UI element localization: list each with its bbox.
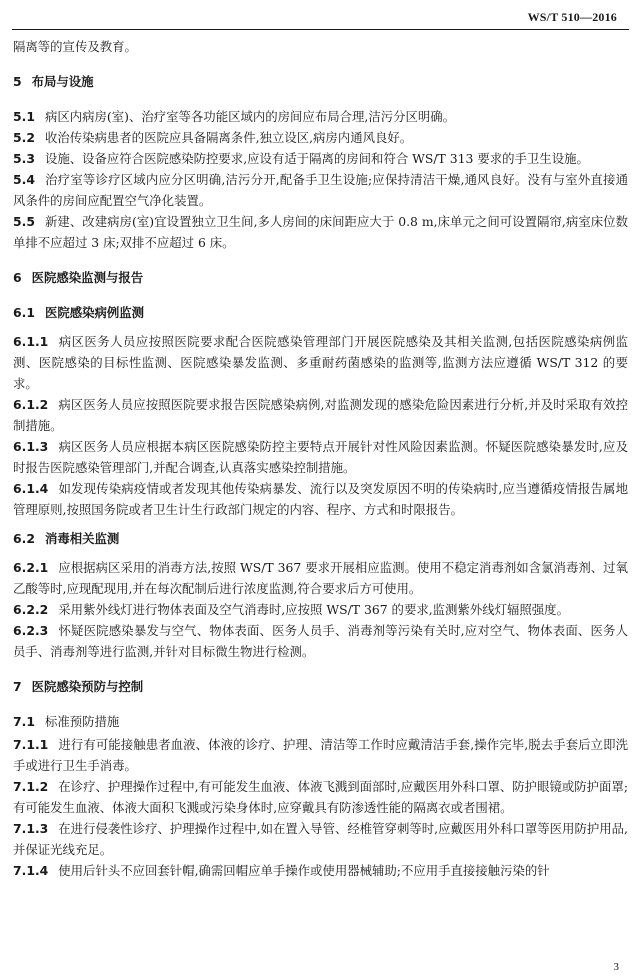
clause-6-2-3: 6.2.3 怀疑医院感染暴发与空气、物体表面、医务人员手、消毒剂等污染有关时,应对空气、物体表面、医务人员手、消毒剂等进行监测,并针对目标微生物进行检测。 bbox=[13, 623, 628, 659]
standard-code: WS/T 510—2016 bbox=[527, 10, 617, 24]
section-6-1-heading: 6.1 医院感染病例监测 bbox=[13, 305, 145, 320]
section-5-heading: 5 布局与设施 bbox=[13, 74, 94, 89]
header-rule bbox=[12, 29, 629, 30]
section-6-2-heading: 6.2 消毒相关监测 bbox=[13, 531, 120, 546]
page-number: 3 bbox=[613, 961, 619, 973]
continued-paragraph: 隔离等的宣传及教育。 bbox=[13, 39, 137, 54]
document-body bbox=[13, 36, 628, 881]
section-7-heading: 7 医院感染预防与控制 bbox=[13, 679, 144, 694]
clause-5-3: 5.3 设施、设备应符合医院感染防控要求,应设有适于隔离的房间和符合 WS/T 313 要求的手卫生设施。 bbox=[13, 151, 589, 166]
clause-6-1-2: 6.1.2 病区医务人员应按照医院要求报告医院感染病例,对监测发现的感染危险因素进行分析,并及时采取有效控制措施。 bbox=[13, 397, 628, 433]
clause-6-2-2: 6.2.2 采用紫外线灯进行物体表面及空气消毒时,应按照 WS/T 367 的要求,监测紫外线灯辐照强度。 bbox=[13, 602, 569, 617]
clause-6-1-4: 6.1.4 如发现传染病疫情或者发现其他传染病暴发、流行以及突发原因不明的传染病时,应当遵循疫情报告属地管理原则,按照国务院或者卫生计生行政部门规定的内容、程序、方式和时限报告。 bbox=[13, 481, 628, 517]
clause-6-2-1: 6.2.1 应根据病区采用的消毒方法,按照 WS/T 367 要求开展相应监测。使用不稳定消毒剂如含氯消毒剂、过氧乙酸等时,应现配现用,并在每次配制后进行浓度监测,符合要求后方可使用。 bbox=[13, 560, 628, 596]
clause-7-1-4: 7.1.4 使用后针头不应回套针帽,确需回帽应单手操作或使用器械辅助;不应用手直接接触污染的针 bbox=[13, 863, 550, 878]
section-6-heading: 6 医院感染监测与报告 bbox=[13, 270, 144, 285]
clause-6-1-3: 6.1.3 病区医务人员应根据本病区医院感染防控主要特点开展针对性风险因素监测。怀疑医院感染暴发时,应及时报告医院感染管理部门,并配合调查,认真落实感染控制措施。 bbox=[13, 439, 628, 475]
clause-7-1-3: 7.1.3 在进行侵袭性诊疗、护理操作过程中,如在置入导管、经椎管穿刺等时,应戴医用外科口罩等医用防护用品,并保证光线充足。 bbox=[13, 821, 628, 857]
clause-5-5: 5.5 新建、改建病房(室)宜设置独立卫生间,多人房间的床间距应大于 0.8 m,床单元之间可设置隔帘,病室床位数单排不应超过 3 床;双排不应超过 6 床。 bbox=[13, 214, 628, 250]
clause-6-1-1: 6.1.1 病区医务人员应按照医院要求配合医院感染管理部门开展医院感染及其相关监测,包括医院感染病例监测、医院感染的目标性监测、医院感染暴发监测、多重耐药菌感染的监测等,监测方法应遵循 WS/T 312 的要求。 bbox=[13, 334, 628, 391]
clause-5-2: 5.2 收治传染病患者的医院应具备隔离条件,独立设区,病房内通风良好。 bbox=[13, 130, 413, 145]
clause-7-1-1: 7.1.1 进行有可能接触患者血液、体液的诊疗、护理、清洁等工作时应戴清洁手套,操作完毕,脱去手套后立即洗手或进行卫生手消毒。 bbox=[13, 737, 628, 773]
clause-7-1-2: 7.1.2 在诊疗、护理操作过程中,有可能发生血液、体液飞溅到面部时,应戴医用外科口罩、防护眼镜或防护面罩;有可能发生血液、体液大面积飞溅或污染身体时,应穿戴具有防渗透性能的隔离衣或者围裙。 bbox=[13, 779, 628, 815]
clause-5-1: 5.1 病区内病房(室)、治疗室等各功能区域内的房间应布局合理,洁污分区明确。 bbox=[13, 109, 456, 124]
section-7-1-heading: 7.1 标准预防措施 bbox=[13, 714, 120, 729]
clause-5-4: 5.4 治疗室等诊疗区域内应分区明确,洁污分开,配备手卫生设施;应保持清洁干燥,通风良好。没有与室外直接通风条件的房间应配置空气净化装置。 bbox=[13, 172, 628, 208]
